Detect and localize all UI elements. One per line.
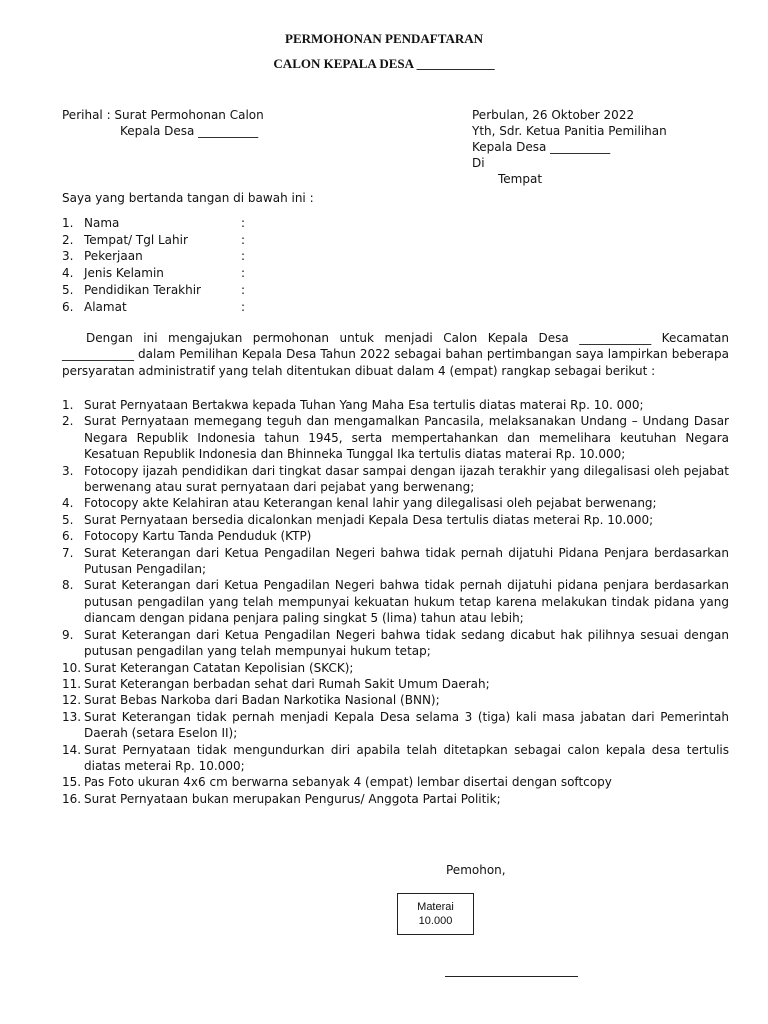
requirement-number: 16. <box>62 791 82 806</box>
requirement-item <box>62 627 729 660</box>
field-colon: : <box>241 299 246 314</box>
requirement-item <box>62 791 729 807</box>
requirement-text: Fotocopy akte Kelahiran atau Keterangan kenal lahir yang dilegalisasi oleh pejabat berwenang; <box>84 496 657 511</box>
field-colon: : <box>241 216 246 230</box>
requirement-number: 4. <box>62 496 74 511</box>
field-number: 4. <box>62 266 74 281</box>
requirement-item <box>62 774 729 790</box>
addressee-block <box>472 107 732 187</box>
requirement-text: Surat Keterangan tidak pernah menjadi Kepala Desa selama 3 (tiga) kali masa jabatan dari Pemerintah Daerah (setara Eselon II); <box>84 709 729 741</box>
requirement-text: Fotocopy ijazah pendidikan dari tingkat dasar sampai dengan ijazah terakhir yang dilegalisasi oleh pejabat berwenang atau surat pernyataan dari pejabat yang berwenang; <box>84 463 729 495</box>
requirement-text: Surat Bebas Narkoba dari Badan Narkotika Nasional (BNN); <box>84 693 440 708</box>
requirement-text: Surat Keterangan dari Ketua Pengadilan Negeri bahwa tidak pernah dijatuhi Pidana Penjara berdasarkan Putusan Pengadilan; <box>84 545 729 577</box>
addressee-line-1: Yth, Sdr. Ketua Panitia Pemilihan <box>472 124 667 138</box>
document-subtitle: CALON KEPALA DESA ____________ <box>273 56 495 71</box>
requirement-text: Surat Pernyataan tidak mengundurkan diri apabila telah ditetapkan sebagai calon kepala desa tertulis diatas meterai Rp. 10.000; <box>84 742 729 773</box>
requirement-number: 2. <box>62 414 74 429</box>
requirement-item <box>62 463 729 496</box>
requirement-item <box>62 692 729 708</box>
field-label: Nama <box>84 216 120 230</box>
requirement-text: Surat Keterangan berbadan sehat dari Rumah Sakit Umum Daerah; <box>84 676 490 691</box>
field-colon: : <box>241 282 246 297</box>
requirement-item <box>62 742 729 775</box>
subject-line-1: Perihal : Surat Permohonan Calon <box>62 108 264 122</box>
requirement-item <box>62 512 729 528</box>
field-label: Pekerjaan <box>84 249 143 264</box>
stamp-label: Materai <box>417 901 454 913</box>
subject-line-2: Kepala Desa __________ <box>120 124 259 138</box>
field-pekerjaan <box>62 248 322 265</box>
field-number: 1. <box>62 216 74 230</box>
field-number: 5. <box>62 282 74 297</box>
requirement-number: 3. <box>62 463 74 478</box>
requirement-text: Surat Pernyataan memegang teguh dan mengamalkan Pancasila, melaksanakan Undang – Undang Dasar Negara Republik Indonesia tahun 1945, serta mempertahankan dan memelihara keutuhan Negara Kesatuan Republik Indonesia dan Bhinneka Tunggal Ika tertulis diatas materai Rp. 10.000; <box>84 414 729 462</box>
requirement-number: 14. <box>62 742 82 757</box>
intro-text: Saya yang bertanda tangan di bawah ini : <box>62 191 314 205</box>
field-label: Tempat/ Tgl Lahir <box>84 232 188 247</box>
stamp-value: 10.000 <box>418 915 453 927</box>
document-title: PERMOHONAN PENDAFTARAN <box>285 31 483 46</box>
requirement-number: 12. <box>62 693 82 708</box>
requirement-number: 5. <box>62 512 74 527</box>
requirement-number: 7. <box>62 545 74 560</box>
field-tempat-tgl-lahir <box>62 232 322 249</box>
requirement-text: Surat Pernyataan Bertakwa kepada Tuhan Yang Maha Esa tertulis diatas materai Rp. 10. 000; <box>84 398 644 412</box>
field-number: 6. <box>62 299 74 314</box>
requirement-text: Pas Foto ukuran 4x6 cm berwarna sebanyak 4 (empat) lembar disertai dengan softcopy <box>84 775 612 790</box>
field-colon: : <box>241 249 246 264</box>
letter-date: Perbulan, 26 Oktober 2022 <box>472 108 635 122</box>
field-label: Jenis Kelamin <box>84 266 164 281</box>
requirement-number: 8. <box>62 578 74 593</box>
requirement-number: 15. <box>62 775 82 790</box>
requirement-number: 1. <box>62 398 74 412</box>
field-number: 3. <box>62 249 74 264</box>
requirement-number: 11. <box>62 676 82 691</box>
requirement-text: Surat Keterangan Catatan Kepolisian (SKCK); <box>84 660 354 675</box>
requirement-item <box>62 660 729 676</box>
field-pendidikan-terakhir <box>62 282 322 299</box>
field-colon: : <box>241 232 246 247</box>
signature-line <box>445 976 578 977</box>
requirement-item <box>62 545 729 578</box>
requirement-text: Surat Keterangan dari Ketua Pengadilan Negeri bahwa tidak pernah dijatuhi pidana penjara berdasarkan putusan pengadilan yang telah mempunyai kekuatan hukum tetap karena melakukan tindak pidana yang diancam dengan pidana penjara paling singkat 5 (lima) tahun atau lebih; <box>84 578 729 626</box>
field-number: 2. <box>62 232 74 247</box>
requirements-list <box>62 397 729 807</box>
field-label: Pendidikan Terakhir <box>84 282 201 297</box>
requirement-item <box>62 495 729 511</box>
field-nama <box>62 215 322 232</box>
requirement-number: 6. <box>62 529 74 544</box>
requirement-number: 10. <box>62 660 82 675</box>
requirement-text: Fotocopy Kartu Tanda Penduduk (KTP) <box>84 529 312 544</box>
field-jenis-kelamin <box>62 265 322 282</box>
requirement-item <box>62 413 729 462</box>
subject-block <box>62 107 382 139</box>
requirement-text: Surat Pernyataan bukan merupakan Pengurus/ Anggota Partai Politik; <box>84 791 501 806</box>
requirement-item <box>62 577 729 626</box>
addressee-line-3: Di <box>472 156 485 170</box>
requirement-number: 13. <box>62 709 82 724</box>
addressee-line-2: Kepala Desa __________ <box>472 140 611 154</box>
field-label: Alamat <box>84 299 127 314</box>
field-colon: : <box>241 266 246 281</box>
body-paragraph <box>62 330 729 379</box>
applicant-fields <box>62 215 322 315</box>
requirement-item <box>62 676 729 692</box>
requirement-item <box>62 397 729 413</box>
requirement-number: 9. <box>62 627 74 642</box>
requirement-text: Surat Pernyataan bersedia dicalonkan menjadi Kepala Desa tertulis diatas meterai Rp. 10.000; <box>84 512 654 527</box>
stamp-box <box>397 893 474 935</box>
requirement-text: Surat Keterangan dari Ketua Pengadilan Negeri bahwa tidak sedang dicabut hak pilihnya sesuai dengan putusan pengadilan yang telah mempunyai hukum tetap; <box>84 627 729 659</box>
paragraph-text: Dengan ini mengajukan permohonan untuk menjadi Calon Kepala Desa ____________ Kecamatan ____________ dalam Pemilihan Kepala Desa Tahun 2022 sebagai bahan pertimbangan saya lampirkan beberapa persyaratan administratif yang telah ditentukan dibuat dalam 4 (empat) rangkap sebagai berikut : <box>62 331 729 378</box>
applicant-label: Pemohon, <box>446 863 506 877</box>
addressee-line-4: Tempat <box>498 172 543 186</box>
field-alamat <box>62 299 322 316</box>
requirement-item <box>62 709 729 742</box>
requirement-item <box>62 528 729 544</box>
